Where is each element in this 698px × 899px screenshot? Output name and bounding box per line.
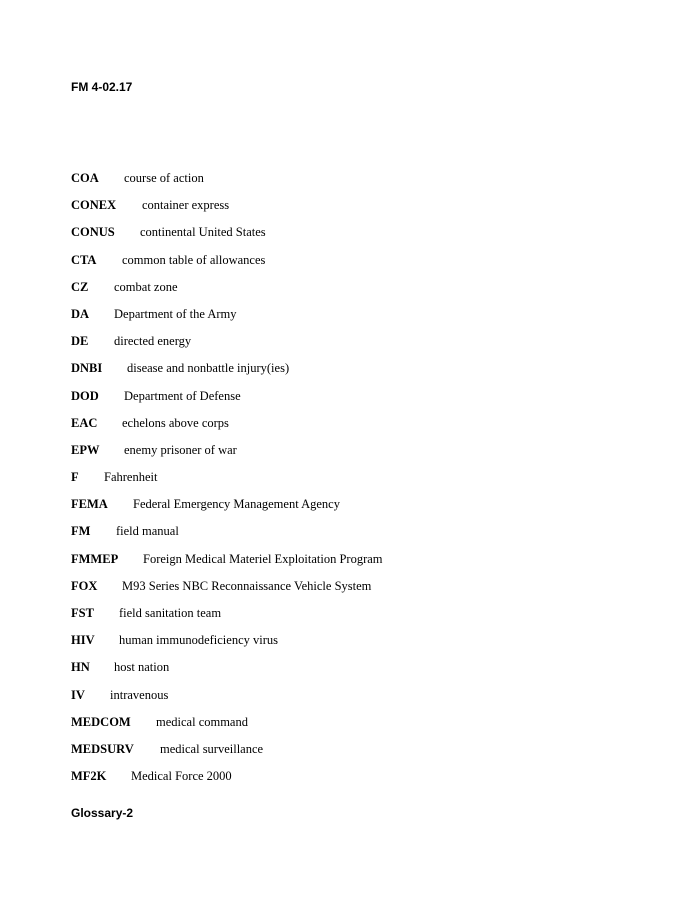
glossary-entry (71, 196, 230, 223)
glossary-entry (71, 359, 290, 386)
glossary-definition: intravenous (110, 687, 169, 702)
glossary-definition: field manual (116, 524, 179, 539)
glossary-term: CZ (71, 279, 89, 294)
glossary-term: CONUS (71, 225, 115, 240)
glossary-definition: Fahrenheit (104, 470, 158, 485)
glossary-term: HN (71, 660, 90, 675)
glossary-term: EAC (71, 415, 98, 430)
glossary-entry (71, 332, 192, 359)
glossary-definition: common table of allowances (122, 252, 266, 267)
glossary-term: MEDSURV (71, 741, 134, 756)
glossary-entry (71, 305, 237, 332)
glossary-entry (71, 414, 229, 441)
glossary-entry (71, 604, 222, 631)
glossary-entry (71, 767, 232, 794)
glossary-definition: M93 Series NBC Reconnaissance Vehicle System (122, 578, 372, 593)
glossary-term: FM (71, 524, 91, 539)
glossary-term: HIV (71, 633, 95, 648)
glossary-definition: Medical Force 2000 (131, 769, 232, 784)
page-header-doc-id: FM 4-02.17 (71, 80, 133, 94)
glossary-definition: directed energy (114, 334, 192, 349)
glossary-definition: Department of the Army (114, 306, 237, 321)
glossary-entry (71, 223, 266, 250)
glossary-entry (71, 577, 372, 604)
glossary-definition: medical command (156, 714, 248, 729)
glossary-entry (71, 468, 158, 495)
glossary-entry (71, 631, 278, 658)
glossary-definition: human immunodeficiency virus (119, 633, 278, 648)
glossary-entry (71, 713, 248, 740)
glossary-definition: Federal Emergency Management Agency (133, 497, 340, 512)
glossary-term: FEMA (71, 497, 108, 512)
glossary-definition: echelons above corps (122, 415, 229, 430)
glossary-entry (71, 251, 266, 278)
glossary-term: DNBI (71, 361, 103, 376)
glossary-term: IV (71, 687, 85, 702)
glossary-definition: continental United States (140, 225, 266, 240)
glossary-entry (71, 686, 169, 713)
glossary-definition: Department of Defense (124, 388, 241, 403)
glossary-entry (71, 550, 383, 577)
glossary-entry (71, 740, 264, 767)
glossary-definition: course of action (124, 171, 204, 185)
glossary-term: CONEX (71, 198, 117, 213)
glossary-definition: field sanitation team (119, 606, 222, 620)
glossary-definition: Foreign Medical Materiel Exploitation Program (143, 551, 383, 566)
glossary-definition: disease and nonbattle injury(ies) (127, 361, 290, 376)
page-footer-page-number: Glossary-2 (71, 806, 134, 820)
glossary-definition: container express (142, 198, 230, 213)
glossary-entry (71, 169, 204, 196)
glossary-entry (71, 278, 178, 305)
glossary-term: MEDCOM (71, 714, 131, 729)
glossary-list (71, 169, 383, 794)
glossary-term: DA (71, 306, 90, 321)
glossary-entry (71, 522, 179, 549)
glossary-term: MF2K (71, 769, 107, 784)
glossary-term: FOX (71, 578, 98, 593)
glossary-entry (71, 387, 241, 414)
glossary-term: F (71, 470, 79, 485)
glossary-term: DE (71, 334, 89, 349)
glossary-term: DOD (71, 388, 99, 403)
glossary-definition: enemy prisoner of war (124, 442, 237, 457)
glossary-definition: medical surveillance (160, 741, 264, 756)
glossary-definition: combat zone (114, 279, 178, 294)
glossary-entry (71, 495, 340, 522)
glossary-term: EPW (71, 442, 100, 457)
glossary-definition: host nation (114, 660, 170, 675)
glossary-term: COA (71, 171, 99, 185)
glossary-entry (71, 441, 237, 468)
glossary-entry (71, 658, 170, 685)
glossary-term: CTA (71, 252, 97, 267)
glossary-term: FST (71, 606, 94, 620)
glossary-term: FMMEP (71, 551, 119, 566)
